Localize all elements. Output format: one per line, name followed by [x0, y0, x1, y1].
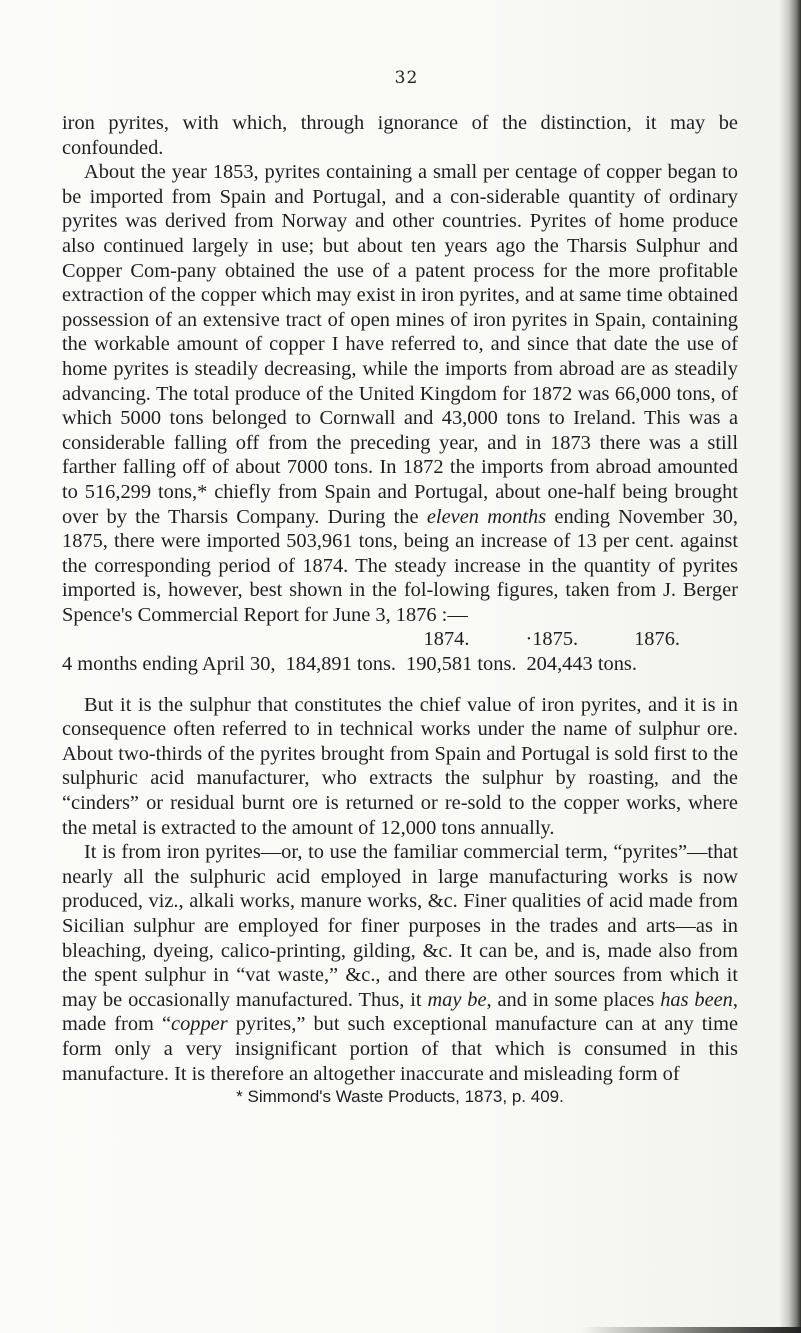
- imports-table-header: [62, 627, 738, 652]
- paragraph-pyrites-imports: [62, 160, 738, 627]
- footnote: * Simmond's Waste Products, 1873, p. 409.: [236, 1087, 564, 1107]
- imports-table-row: [62, 652, 738, 677]
- page-edge-shadow: [779, 0, 801, 1333]
- text-segment: , made from “: [62, 988, 738, 1036]
- paragraph-sulphur-value: But it is the sulphur that constitutes the chief value of iron pyrites, and it is in consequence often referred to in technical works under the name of sulphur ore. About two-thirds of the pyrites brought from Spain and Portugal is sold first to the sulphuric acid manufacturer, who extracts the sulphur by roasting, and the “cinders” or residual burnt ore is returned or re-sold to the copper works, where the metal is extracted to the amount of 12,000 tons annually.: [62, 693, 738, 839]
- year-header: 1876.: [634, 628, 680, 651]
- paragraph-continued: iron pyrites, with which, through ignorance of the distinction, it may be confounded.: [62, 112, 738, 159]
- text-segment: ending November 30, 1875, there were imported 503,961 tons, being an increase of 13 per cent. against the corresponding period of 1874. The steady increase in the quantity of pyrites imported is, however, best shown in the fol-lowing figures, taken from J. Berger Spence's Commercial Report for June 3, 1876 :—: [62, 505, 738, 626]
- italic-segment: has been: [660, 988, 733, 1011]
- italic-segment: may be: [427, 988, 487, 1011]
- row-label: 4 months ending April 30,: [62, 653, 276, 676]
- body-text: [62, 111, 738, 1108]
- italic-segment: eleven months: [426, 505, 547, 528]
- text-segment: pyrites,” but such exceptional manufacture can at any time form only a very insignificant portion of that which is consumed in this manufacture. It is therefore an altogether inaccurate and misleading form of: [62, 1013, 738, 1085]
- table-value: 204,443 tons.: [526, 653, 637, 676]
- text-segment: , and in some places: [486, 988, 661, 1011]
- page-number: 32: [394, 68, 419, 88]
- paragraph-sulphuric-acid: [62, 840, 738, 1086]
- text-segment: About the year 1853, pyrites containing a small per centage of copper began to be imported from Spain and Portugal, and a con-siderable quantity of ordinary pyrites was derived from Norway and other countries. Pyrites of home produce also continued largely in use; but about ten years ago the Tharsis Sulphur and Copper Com-pany obtained the use of a patent process for the more profitable extraction of the copper which may exist in iron pyrites, and at same time obtained possession of an extensive tract of open mines of iron pyrites in Spain, containing the workable amount of copper I have referred to, and since that date the use of home pyrites is steadily decreasing, while the imports from abroad are as steadily advancing. The total produce of the United Kingdom for 1872 was 66,000 tons, of which 5000 tons belonged to Cornwall and 43,000 tons to Ireland. This was a considerable falling off from the preceding year, and in 1873 there was a still farther falling off of about 7000 tons. In 1872 the imports from abroad amounted to 516,299 tons,* chiefly from Spain and Portugal, about one-half being brought over by the Tharsis Company. During the: [62, 161, 738, 528]
- italic-segment: copper: [171, 1013, 228, 1036]
- table-value: 190,581 tons.: [406, 653, 517, 676]
- table-value: 184,891 tons.: [285, 653, 397, 676]
- spacer: [62, 677, 738, 693]
- year-header: ·1875.: [525, 628, 579, 651]
- page-bottom-shadow: [581, 1327, 801, 1333]
- text-segment: It is from iron pyrites—or, to use the familiar commercial term, “pyrites”—that nearly all the sulphuric acid employed in large manufacturing works is now produced, viz., alkali works, manure works, &c. Finer qualities of acid made from Sicilian sulphur are employed for finer purposes in the trades and arts—as in bleaching, dyeing, calico-printing, gilding, &c. It can be, and is, made also from the spent sulphur in “vat waste,” &c., and there are other sources from which it may be occasionally manufactured. Thus, it: [62, 841, 738, 1011]
- year-header: 1874.: [423, 628, 470, 651]
